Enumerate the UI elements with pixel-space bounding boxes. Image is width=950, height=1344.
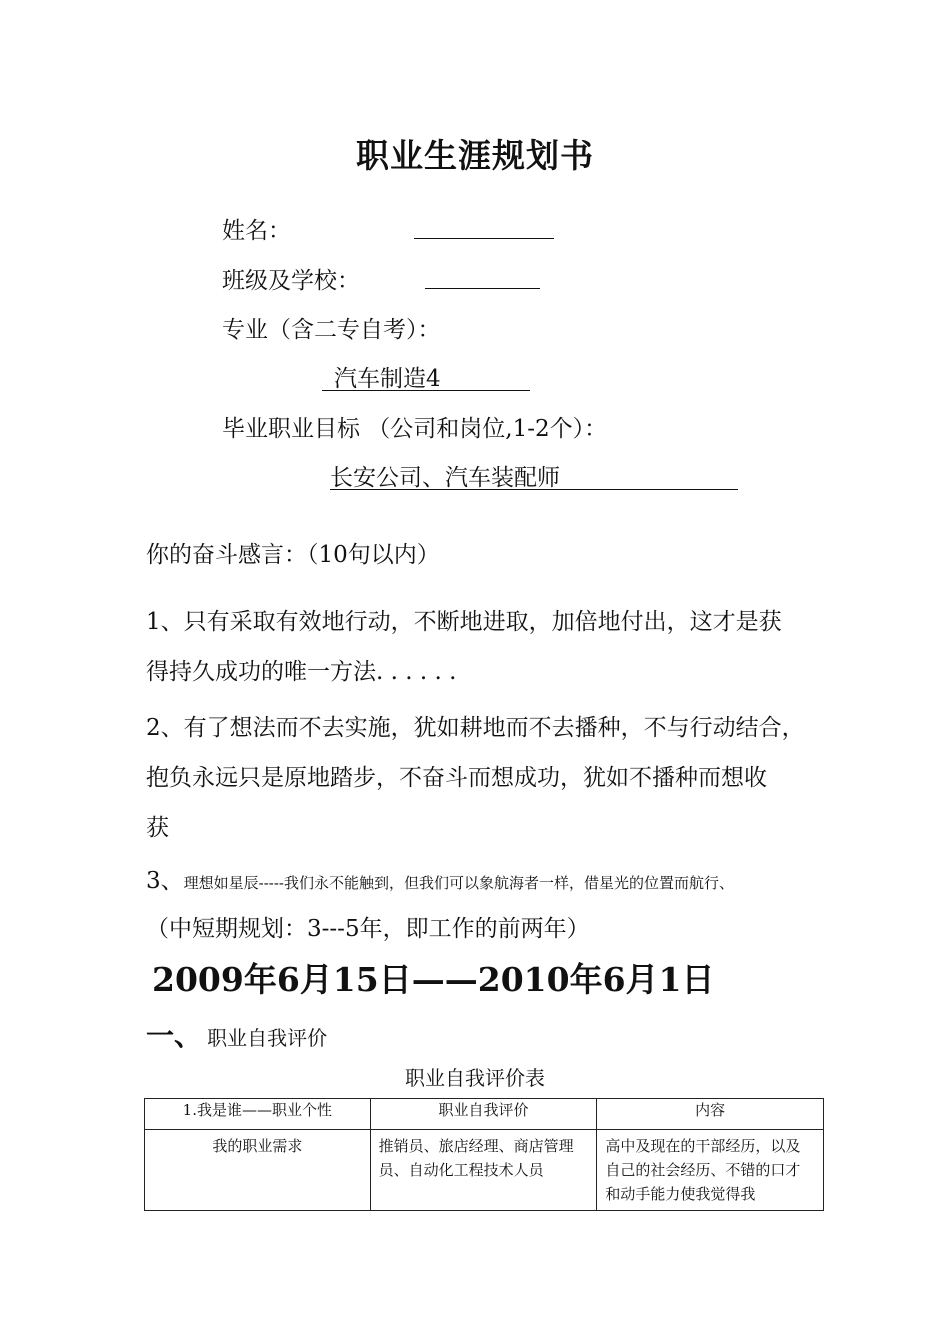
table-header-cell: 1.我是谁——职业个性	[145, 1099, 371, 1130]
table-caption: 职业自我评价表	[405, 1066, 545, 1090]
table-row	[145, 1130, 824, 1211]
table-header-cell: 内容	[597, 1099, 824, 1130]
table-header-row	[145, 1099, 824, 1130]
motto-3	[146, 862, 734, 895]
motto-2-line-3: 获	[146, 815, 169, 841]
motto-2-line-1: 2、有了想法而不去实施，犹如耕地而不去播种，不与行动结合，	[146, 715, 805, 741]
motto-2-line-2: 抱负永远只是原地踏步，不奋斗而想成功，犹如不播种而想收	[146, 765, 767, 791]
name-label: 姓名：	[222, 218, 291, 244]
name-blank	[414, 212, 554, 239]
class-school-label: 班级及学校：	[222, 268, 360, 294]
document-title: 职业生涯规划书	[356, 136, 594, 175]
class-school-blank	[425, 262, 540, 289]
motto-1-line-1: 1、只有采取有效地行动，不断地进取，加倍地付出，这才是获	[146, 609, 782, 635]
goal-value: 长安公司、汽车装配师	[330, 459, 738, 490]
table-cell: 我的职业需求	[145, 1130, 371, 1211]
goal-label: 毕业职业目标 （公司和岗位,1-2个）：	[222, 416, 608, 442]
table-cell: 高中及现在的干部经历，以及自己的社会经历、不错的口才和动手能力使我觉得我	[597, 1130, 824, 1211]
section-label: 职业自我评价	[207, 1026, 328, 1050]
motto-3-text: 理想如星辰-----我们永不能触到，但我们可以象航海者一样，借星光的位置而航行、	[183, 874, 734, 892]
date-range: 2009年6月15日——2010年6月1日	[152, 960, 715, 999]
motto-3-number: 3、	[146, 868, 184, 894]
section-heading	[146, 1014, 327, 1054]
motto-1-line-2: 得持久成功的唯一方法. . . . . .	[146, 659, 457, 685]
plan-note: （中短期规划：3---5年，即工作的前两年）	[146, 916, 590, 942]
section-number: 一、	[146, 1019, 203, 1052]
major-label: 专业（含二专自考）：	[222, 317, 441, 343]
major-value: 汽车制造4	[322, 360, 530, 391]
self-evaluation-table	[144, 1098, 824, 1211]
table-cell: 推销员、旅店经理、商店管理员、自动化工程技术人员	[370, 1130, 597, 1211]
table-header-cell: 职业自我评价	[370, 1099, 597, 1130]
motto-heading: 你的奋斗感言：（10句以内）	[146, 542, 440, 568]
